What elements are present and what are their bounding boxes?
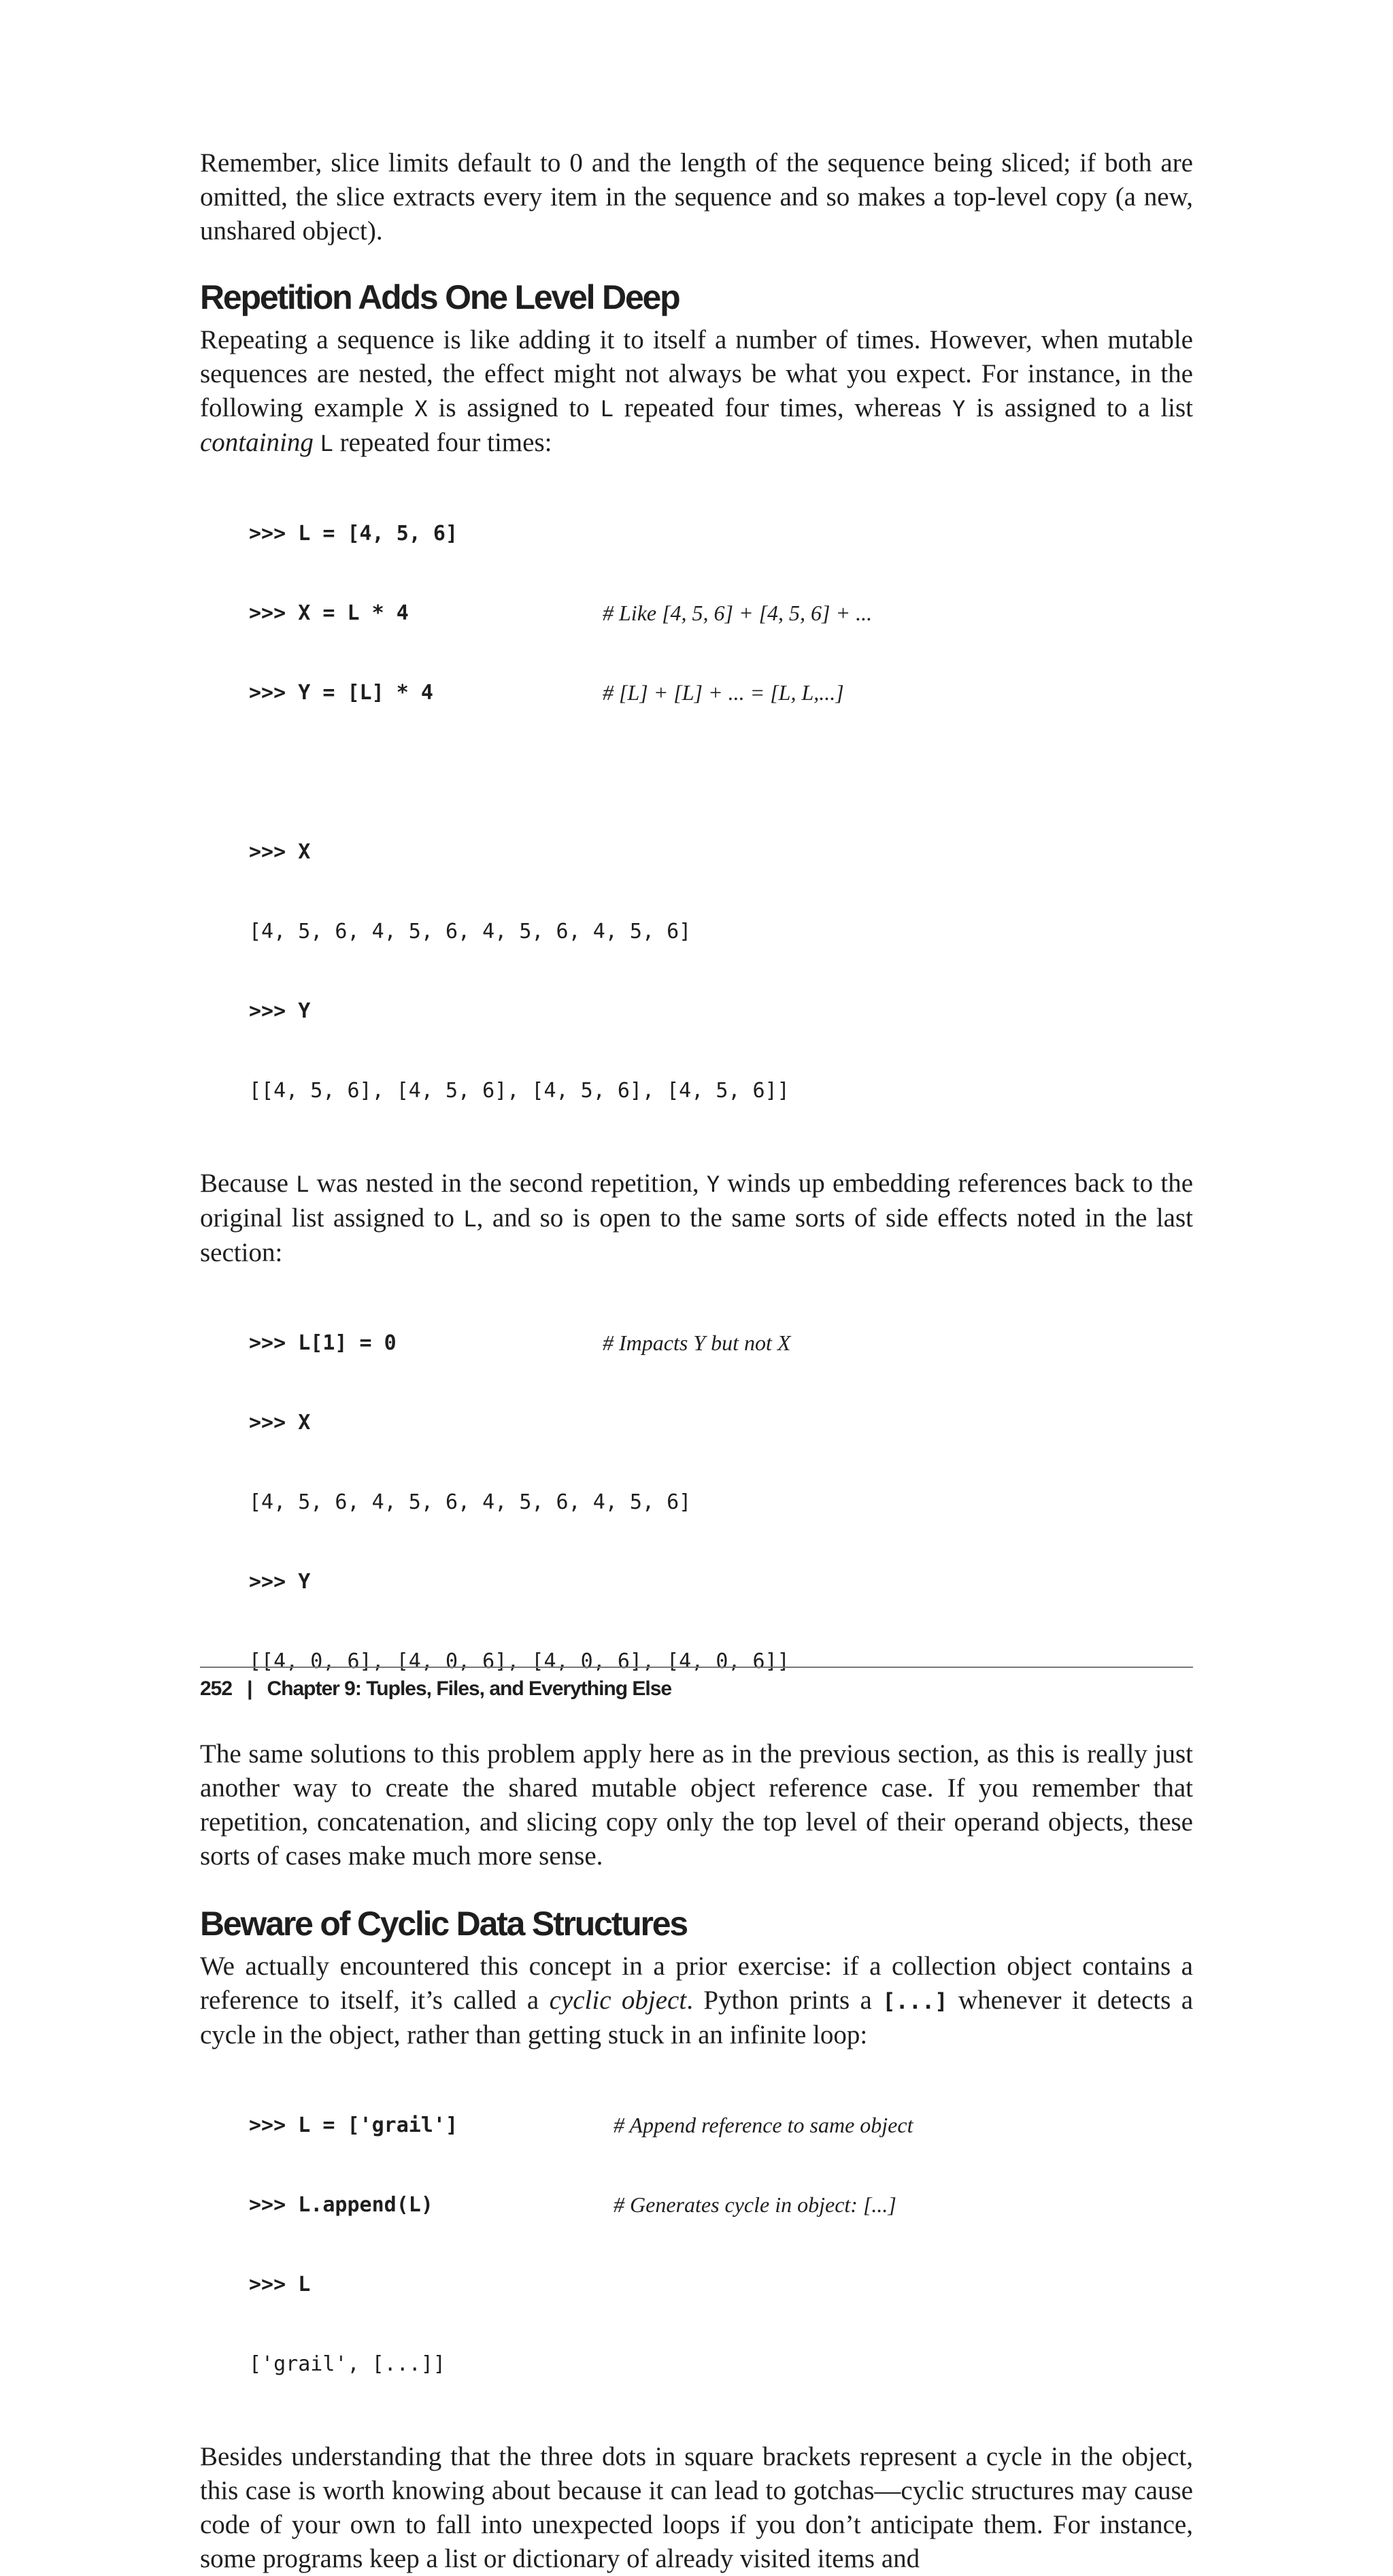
code-line: >>> X (249, 1411, 311, 1435)
code-comment: # Like [4, 5, 6] + [4, 5, 6] + ... (603, 601, 873, 625)
code-output: [4, 5, 6, 4, 5, 6, 4, 5, 6, 4, 5, 6] (249, 1490, 692, 1514)
code-line: >>> L = ['grail'] # Append reference to same object (249, 2113, 913, 2137)
emphasis: containing (200, 428, 314, 457)
page-footer (200, 1677, 671, 1701)
code-line: >>> Y (249, 999, 311, 1023)
code-line: >>> L[1] = 0 # Impacts Y but not X (249, 1331, 791, 1355)
chapter-title: Chapter 9: Tuples, Files, and Everything Else (267, 1677, 672, 1700)
section-heading-repetition: Repetition Adds One Level Deep (200, 278, 679, 316)
code-line: >>> X = L * 4 # Like [4, 5, 6] + [4, 5, 6] + ... (249, 601, 873, 625)
code-comment: # Append reference to same object (614, 2113, 913, 2137)
page-number: 252 (200, 1677, 233, 1700)
inline-code: L (320, 431, 333, 456)
code-line: >>> Y = [L] * 4 # [L] + [L] + ... = [L, L,...] (249, 680, 844, 705)
intro-paragraph: Remember, slice limits default to 0 and the length of the sequence being sliced; if both are omitted, the slice extracts every item in the sequence and so makes a top-level copy (a new, unshared object). (200, 148, 1193, 246)
code-output: [[4, 0, 6], [4, 0, 6], [4, 0, 6], [4, 0, 6]] (249, 1650, 790, 1673)
footer-divider (200, 1667, 1193, 1668)
inline-code: X (414, 396, 428, 422)
code-output: ['grail', [...]] (249, 2352, 446, 2376)
inline-code: L (296, 1171, 309, 1197)
section-heading-cyclic: Beware of Cyclic Data Structures (200, 1905, 688, 1943)
page-content (200, 146, 1193, 2576)
code-line: >>> L.append(L) # Generates cycle in object: [...] (249, 2192, 896, 2217)
code-output: [[4, 5, 6], [4, 5, 6], [4, 5, 6], [4, 5, 6]] (249, 1079, 790, 1103)
footer-separator: | (247, 1677, 252, 1700)
code-line: >>> Y (249, 1570, 311, 1594)
inline-code: [...] (882, 1988, 948, 2014)
inline-code: Y (952, 396, 966, 422)
cyclic-paragraph-1: We actually encountered this concept in a prior exercise: if a collection object contains a reference to itself, it’s called a cyclic object. Python prints a [...] whenever it detects a cycle in the object, rather than getting stuck in an infinite loop: (200, 1952, 1194, 2050)
code-block-side-effects (249, 1277, 1193, 1728)
code-line: >>> L (249, 2273, 311, 2296)
code-block-cyclic (249, 2059, 1193, 2430)
code-blank-line (249, 759, 1193, 786)
inline-code: L (463, 1206, 477, 1232)
cyclic-paragraph-2: Besides understanding that the three dots in square brackets represent a cycle in the object, this case is worth knowing about because it can lead to gotchas—cyclic structures may cause code of your own to fall into unexpected loops if you don’t anticipate them. For instance, some programs keep a list or dictionary of already visited items and (200, 2442, 1193, 2573)
inline-code: Y (706, 1171, 720, 1197)
code-comment: # [L] + [L] + ... = [L, L,...] (603, 680, 844, 705)
code-block-repetition (249, 467, 1193, 1157)
repetition-paragraph-2: Because L was nested in the second repetition, Y winds up embedding references back to the original list assigned to L, and so is open to the same sorts of side effects noted in the last section: (200, 1169, 1194, 1267)
repetition-paragraph-3: The same solutions to this problem apply here as in the previous section, as this is really just another way to create the shared mutable object reference case. If you remember that repetition, concatenation, and slicing copy only the top level of their operand objects, these sorts of cases make much more sense. (200, 1739, 1193, 1871)
emphasis: cyclic object (549, 1986, 687, 2015)
code-output: [4, 5, 6, 4, 5, 6, 4, 5, 6, 4, 5, 6] (249, 920, 692, 943)
inline-code: L (600, 396, 614, 422)
code-line: >>> L = [4, 5, 6] (249, 522, 458, 546)
repetition-paragraph-1: Repeating a sequence is like adding it to itself a number of times. However, when mutable sequences are nested, the effect might not always be what you expect. For instance, in the following example X is assigned to L repeated four times, whereas Y is assigned to a list containing L repeated four times: (200, 325, 1193, 457)
code-comment: # Generates cycle in object: [...] (614, 2192, 896, 2217)
code-line: >>> X (249, 840, 311, 864)
code-comment: # Impacts Y but not X (603, 1331, 791, 1355)
